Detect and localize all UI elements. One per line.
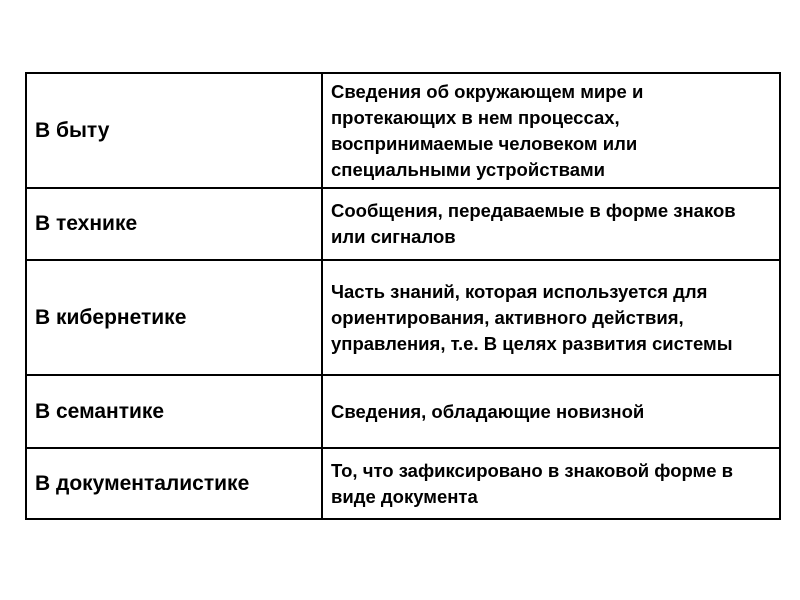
- term-cell: В семантике: [26, 375, 322, 448]
- table-row: [26, 73, 780, 188]
- term-cell: В технике: [26, 188, 322, 260]
- term-cell: В кибернетике: [26, 260, 322, 375]
- term-cell: В быту: [26, 73, 322, 188]
- term-cell: В документалистике: [26, 448, 322, 519]
- definitions-table: [25, 72, 781, 520]
- table-row: [26, 448, 780, 519]
- definition-cell: Сведения об окружающем мире и протекающих в нем процессах, воспринимаемые человеком или специальными устройствами: [322, 73, 780, 188]
- definition-cell: Часть знаний, которая используется для ориентирования, активного действия, управления, т.е. В целях развития системы: [322, 260, 780, 375]
- table-row: [26, 188, 780, 260]
- definition-cell: То, что зафиксировано в знаковой форме в виде документа: [322, 448, 780, 519]
- definition-cell: Сведения, обладающие новизной: [322, 375, 780, 448]
- table-row: [26, 375, 780, 448]
- table-row: [26, 260, 780, 375]
- definition-cell: Сообщения, передаваемые в форме знаков или сигналов: [322, 188, 780, 260]
